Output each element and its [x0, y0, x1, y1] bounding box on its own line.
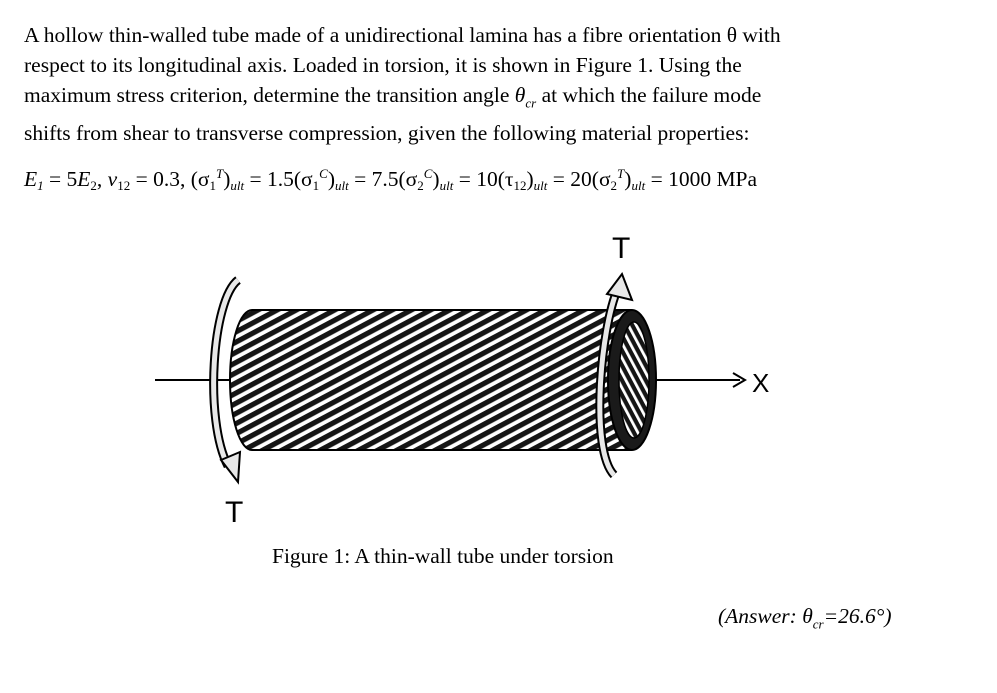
eq-6: = 20(	[547, 167, 599, 191]
tube-body	[230, 310, 650, 450]
tube-end-opening	[608, 310, 656, 450]
sigma1c-sub: 1	[312, 178, 320, 193]
eq-2: = 0.3, (	[130, 167, 198, 191]
sigma1t-sub: 1	[209, 178, 216, 193]
sigma2c-sup: C	[423, 166, 433, 181]
sigma1t-sup: T	[215, 166, 224, 181]
e2-sub: 2	[90, 178, 97, 193]
problem-line-3	[24, 80, 974, 118]
close-5: )	[624, 167, 632, 191]
nu-sub: 12	[117, 178, 131, 193]
close-3: )	[432, 167, 440, 191]
comma: ,	[96, 167, 108, 191]
sigma1t-symbol: σ	[197, 167, 210, 191]
theta-symbol: θ	[514, 83, 526, 107]
tau-symbol: τ	[504, 167, 514, 191]
e1-symbol: E	[24, 167, 38, 191]
cr-subscript: cr	[525, 95, 537, 111]
e1-sub: 1	[37, 178, 44, 193]
tube-figure	[0, 220, 997, 540]
sigma1c-symbol: σ	[301, 167, 313, 191]
ult-2: ult	[334, 178, 349, 193]
ult-4: ult	[533, 178, 548, 193]
close-2: )	[327, 167, 335, 191]
problem-line-3-text: maximum stress criterion, determine the transition angle	[24, 83, 515, 107]
eq-4: = 7.5(	[348, 167, 406, 191]
eq-1: = 5	[43, 167, 78, 191]
answer-theta: θ	[802, 604, 813, 628]
ult-5: ult	[631, 178, 646, 193]
eq-5: = 10(	[453, 167, 505, 191]
problem-line-3-rest: at which the failure mode	[536, 83, 762, 107]
answer-cr-sub: cr	[812, 616, 824, 632]
answer-prefix: (Answer:	[718, 604, 803, 628]
figure-caption: Figure 1: A thin-wall tube under torsion	[272, 544, 614, 568]
sigma2c-symbol: σ	[405, 167, 418, 191]
answer	[718, 604, 892, 632]
sigma2t-symbol: σ	[598, 167, 611, 191]
sigma2t-sub: 2	[610, 178, 618, 193]
problem-line-4: shifts from shear to transverse compression, given the following material properties:	[24, 121, 750, 146]
close-4: )	[526, 167, 534, 191]
ult-3: ult	[439, 178, 454, 193]
eq-7: = 1000 MPa	[645, 167, 758, 191]
answer-value: =26.6°)	[823, 604, 892, 628]
sigma1c-sup: C	[319, 166, 328, 181]
problem-statement	[24, 20, 974, 148]
sigma2c-sub: 2	[417, 178, 424, 193]
eq-3: = 1.5(	[244, 167, 302, 191]
problem-line-1: A hollow thin-walled tube made of a unidirectional lamina has a fibre orientation θ with	[24, 23, 781, 47]
torque-label-top: T	[612, 232, 631, 265]
ult-1: ult	[230, 178, 245, 193]
close-1: )	[223, 167, 231, 191]
problem-line-2: respect to its longitudinal axis. Loaded in torsion, it is shown in Figure 1. Using the	[24, 53, 742, 77]
e2-symbol: E	[77, 167, 91, 191]
material-properties	[24, 166, 757, 194]
sigma2t-sup: T	[617, 166, 625, 181]
nu-symbol: ν	[107, 167, 118, 191]
torque-label-bottom: T	[225, 496, 244, 529]
axis-label-x: X	[752, 368, 770, 398]
tau-sub: 12	[513, 178, 527, 193]
